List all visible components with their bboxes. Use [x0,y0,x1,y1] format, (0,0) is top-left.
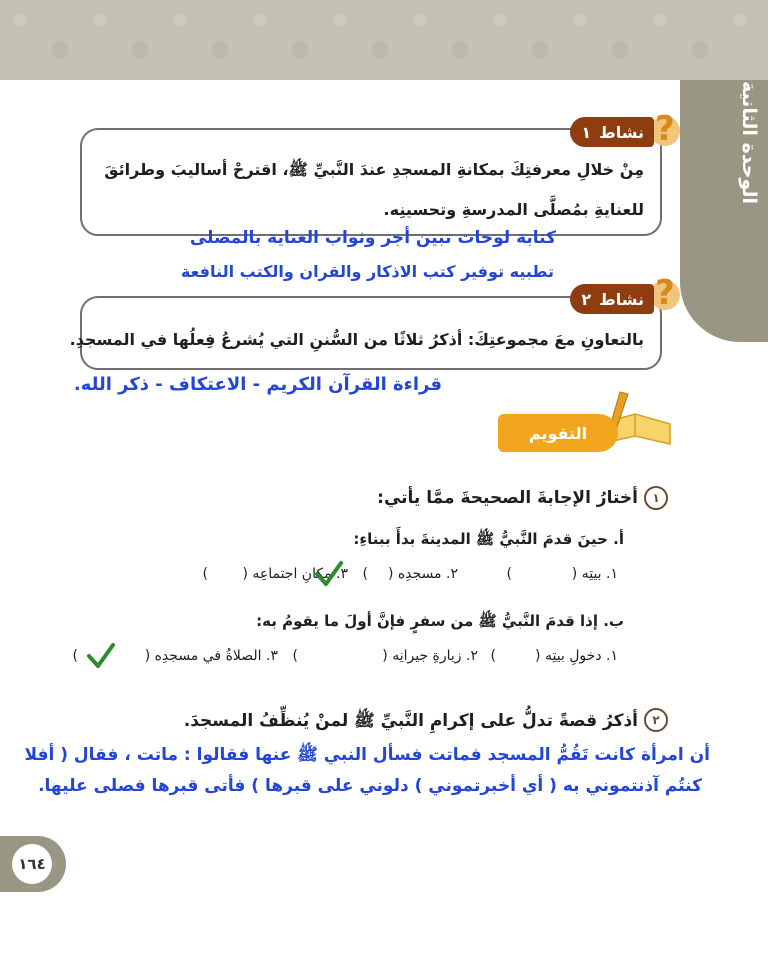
question1a-option1: ١. بيتِه ( [571,566,618,582]
question1b-option2-close: ) [292,648,298,664]
question1a-option3-close: ) [202,566,208,582]
activity2-badge-label: نشاط [599,289,644,309]
unit-title: الوحدة الثانية [738,81,760,205]
question1a-option2-close: ) [362,566,368,582]
activity2-badge-number: ٢ [581,289,592,309]
question1b-option3-close: ) [72,648,78,664]
top-decorative-band [0,0,768,80]
activity1-text-line2: للعنايةِ بمُصلَّى المدرسةِ وتحسينِه. [383,200,644,219]
evaluation-header: التقويم [498,414,618,452]
question1b-option3: ٣. الصلاةُ في مسجدِه ( [144,648,278,664]
question1b-option1-close: ) [490,648,496,664]
question2-answer-line1: أن امرأة كانت تَقُمُّ المسجد فماتت فسأل النبي ﷺ عنها فقالوا : ماتت ، فقال ( أفلا [24,745,710,765]
question1-prompt: أختارُ الإجابةَ الصحيحةَ ممَّا يأتي: [377,488,638,508]
question2-prompt: أذكرُ قصةً تدلُّ على إكرامِ النَّبيِّ ﷺ لمنْ يُنظِّفُ المسجدَ. [183,711,638,731]
page-number: ١٦٤ [12,844,52,884]
activity1-answer-line2: تطبيه توفير كتب الاذكار والقران والكتب النافعة [180,262,554,281]
question-mark-icon: ? [655,109,675,149]
question2-number: ٢ [644,708,668,732]
question-mark-icon: ? [655,273,675,313]
question1b-option1: ١. دخولِ بيتِه ( [535,648,618,664]
checkmark-icon [314,560,344,588]
activity1-badge-label: نشاط [599,122,644,142]
checkmark-icon [86,642,116,670]
question1b-option2: ٢. زيارةِ جيرانِه ( [382,648,478,664]
activity1-text-line1: مِنْ خلالِ معرفتِكَ بمكانةِ المسجدِ عندَ النَّبيِّ ﷺ، اقترحْ أساليبَ وطرائقَ [104,160,644,179]
activity2-text-line1: بالتعاونِ معَ مجموعتِكَ: أذكرُ ثلاثًا من السُّننِ التي يُشرعُ فِعلُها في المسجدِ. [69,330,644,349]
activity1-badge [570,117,654,147]
activity1-answer-line1: كتابة لوحات تبين أجر وثواب العناية بالمصلى [189,228,556,248]
question1-number: ١ [644,486,668,510]
question1a-option3: ٣. مكانِ اجتماعِه ( [242,566,348,582]
question2-answer-line2: كنتُم آذنتموني به ( أي أخبرتموني ) دلوني على قبرها ) فأتى قبرها فصلى عليها. [38,776,702,796]
question1a-option2: ٢. مسجدِه ( [387,566,458,582]
activity2-badge [570,284,654,314]
activity2-answer: قراءة القرآن الكريم - الاعتكاف - ذكر الله. [73,374,442,395]
question1a-stem: أ. حينَ قدمَ النَّبيُّ ﷺ المدينةَ بدأَ ببناءِ: [353,530,624,548]
question1a-option1-close: ) [506,566,512,582]
question1b-stem: ب. إذا قدمَ النَّبيُّ ﷺ من سفرٍ فإنَّ أولَ ما يقومُ به: [256,612,624,630]
activity1-badge-number: ١ [581,122,592,142]
